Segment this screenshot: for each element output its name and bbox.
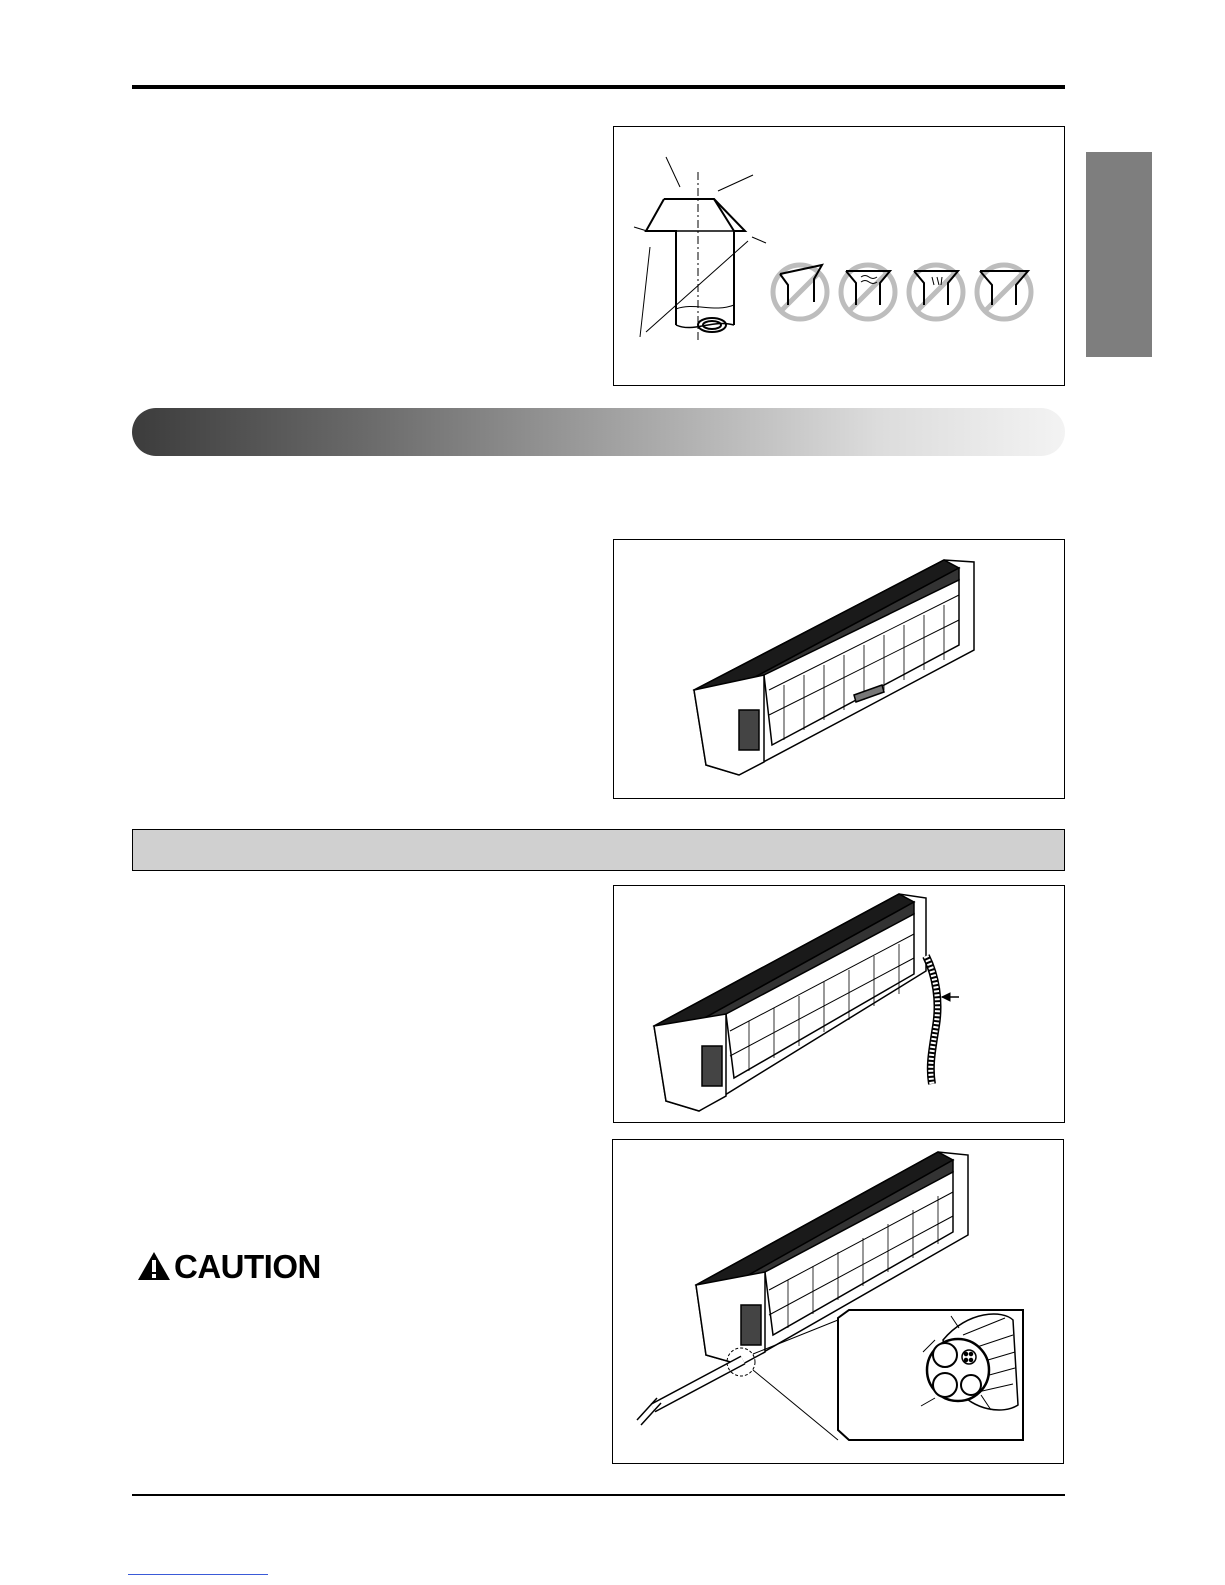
side-section-tab — [1086, 152, 1152, 357]
section-header-banner — [132, 408, 1065, 456]
caution-text: CAUTION — [174, 1247, 321, 1285]
subsection-header-bar — [132, 829, 1065, 871]
footer-link-underline — [128, 1574, 268, 1575]
warning-triangle-icon — [137, 1251, 171, 1281]
bad-flare-example-2 — [841, 265, 895, 319]
top-rule — [132, 85, 1065, 89]
bad-flare-example-3 — [909, 265, 963, 319]
indoor-unit-with-hose-drawing — [654, 894, 926, 1111]
indoor-unit-figure — [613, 539, 1065, 799]
bad-flare-example-4 — [977, 265, 1031, 319]
indoor-unit-drawing — [694, 560, 974, 775]
drain-hose-figure — [613, 885, 1065, 1123]
good-flare-pipe-drawing — [634, 157, 766, 342]
pipe-cross-section-detail — [838, 1310, 1023, 1440]
piping-bundle-figure — [612, 1139, 1064, 1464]
caution-label — [137, 1248, 321, 1284]
drain-hose-drawing — [926, 956, 959, 1084]
bottom-rule — [132, 1494, 1065, 1496]
bad-flare-example-1 — [773, 265, 827, 319]
flare-inspection-figure — [613, 126, 1065, 386]
